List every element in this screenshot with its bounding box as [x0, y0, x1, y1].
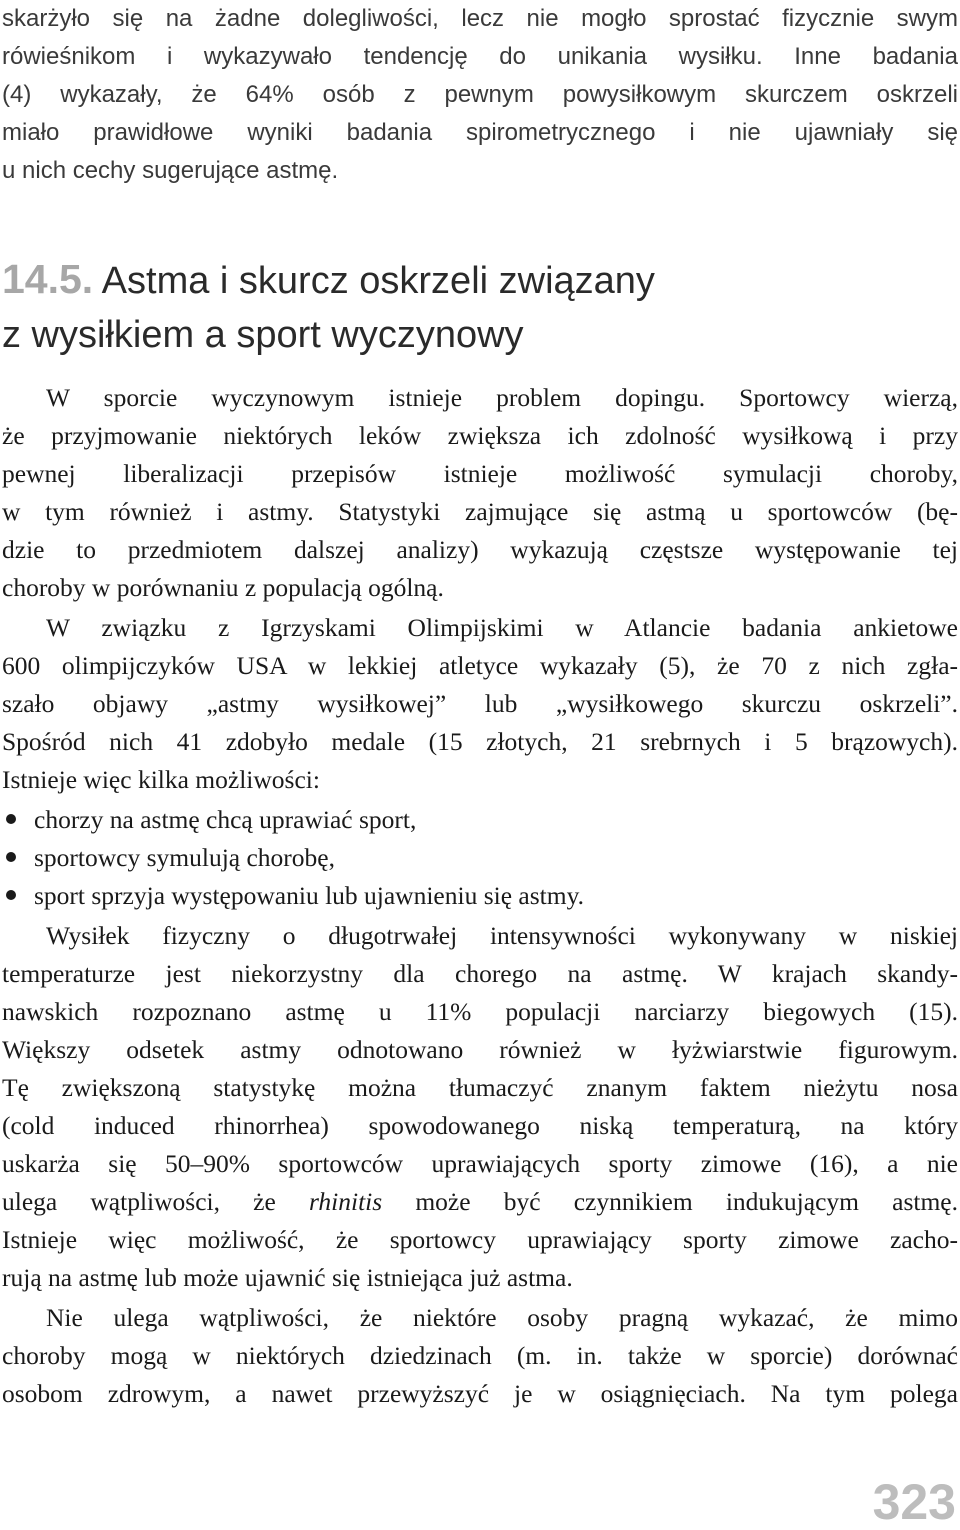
text-line: miało prawidłowe wyniki badania spirometrycznego i nie ujawniały się [2, 119, 958, 146]
paragraph-atlanta [2, 609, 958, 799]
text-line: osobom zdrowym, a nawet przewyższyć je w osiągnięciach. Na tym polega [2, 1379, 958, 1408]
text-line: Tę zwiększoną statystykę można tłumaczyć znanym faktem nieżytu nosa [2, 1073, 958, 1102]
text-line: (cold induced rhinorrhea) spowodowanego niską temperaturą, na który [2, 1111, 958, 1140]
text-line: Istnieje więc możliwość, że sportowcy uprawiający sporty zimowe zacho- [2, 1225, 958, 1254]
text-line: Istnieje więc kilka możliwości: [2, 765, 320, 794]
text-line: u nich cechy sugerujące astmę. [2, 157, 339, 184]
italic-term: rhinitis [308, 1187, 383, 1216]
text-line: rówieśnikom i wykazywało tendencję do unikania wysiłku. Inne badania [2, 43, 958, 70]
section-number: 14.5. [2, 256, 94, 302]
text-line: nawskich rozpoznano astmę u 11% populacji narciarzy biegowych (15). [2, 997, 958, 1026]
section-title-line-1: Astma i skurcz oskrzeli związany [101, 260, 655, 302]
bullet-text: sport sprzyja występowaniu lub ujawnieniu się astmy. [34, 881, 585, 910]
text-line: Wysiłek fizyczny o długotrwałej intensywności wykonywany w niskiej [46, 921, 958, 950]
section-heading [2, 252, 952, 362]
text-line: Nie ulega wątpliwości, że niektóre osoby pragną wykazać, że mimo [46, 1303, 958, 1332]
text-line: 600 olimpijczyków USA w lekkiej atletyce wykazały (5), że 70 z nich zgła- [2, 651, 958, 680]
bullet-item [2, 839, 942, 877]
text-line: temperaturze jest niekorzystny dla chorego na astmę. W krajach skandy- [2, 959, 958, 988]
bullet-dot-icon [6, 852, 16, 862]
bullet-dot-icon [6, 890, 16, 900]
paragraph-continuation [2, 0, 958, 190]
bullet-dot-icon [6, 814, 16, 824]
text-line: choroby w porównaniu z populacją ogólną. [2, 573, 444, 602]
bullet-text: chorzy na astmę chcą uprawiać sport, [34, 805, 417, 834]
text-line: szało objawy „astmy wysiłkowej” lub „wysiłkowego skurczu oskrzeli”. [2, 689, 958, 718]
text-fragment: ulega wątpliwości, że [2, 1187, 309, 1216]
text-line: choroby mogą w niektórych dziedzinach (m. in. także w sporcie) dorównać [2, 1341, 958, 1370]
text-line: Większy odsetek astmy odnotowano również w łyżwiarstwie figurowym. [2, 1035, 958, 1064]
text-line: (4) wykazały, że 64% osób z pewnym powysiłkowym skurczem oskrzeli [2, 81, 958, 108]
text-fragment: może być czynnikiem indukującym astmę. [382, 1187, 958, 1216]
text-line [2, 1183, 958, 1221]
paragraph-doping [2, 379, 958, 607]
text-line: Spośród nich 41 zdobyło medale (15 złotych, 21 srebrnych i 5 brązowych). [2, 727, 958, 756]
text-line: pewnej liberalizacji przepisów istnieje możliwość symulacji choroby, [2, 459, 958, 488]
bullet-text: sportowcy symulują chorobę, [34, 843, 335, 872]
text-line: W sporcie wyczynowym istnieje problem dopingu. Sportowcy wierzą, [46, 383, 958, 412]
section-title-line-2: z wysiłkiem a sport wyczynowy [2, 314, 524, 356]
bullet-item [2, 877, 942, 915]
text-line: uskarża się 50–90% sportowców uprawiających sporty zimowe (16), a nie [2, 1149, 958, 1178]
page-number: 323 [872, 1474, 956, 1530]
text-line: że przyjmowanie niektórych leków zwiększa ich zdolność wysiłkową i przy [2, 421, 958, 450]
paragraph-winter-sports [2, 917, 958, 1297]
text-line: w tym również i astmy. Statystyki zajmujące się astmą u sportowców (bę- [2, 497, 958, 526]
text-line: dzie to przedmiotem dalszej analizy) wykazują częstsze występowanie tej [2, 535, 958, 564]
bullet-item [2, 801, 942, 839]
text-line: W związku z Igrzyskami Olimpijskimi w Atlancie badania ankietowe [46, 613, 958, 642]
text-line: skarżyło się na żadne dolegliwości, lecz nie mogło sprostać fizycznie swym [2, 5, 958, 32]
paragraph-healthy-comparison [2, 1299, 958, 1413]
text-line: rują na astmę lub może ujawnić się istniejąca już astma. [2, 1263, 573, 1292]
